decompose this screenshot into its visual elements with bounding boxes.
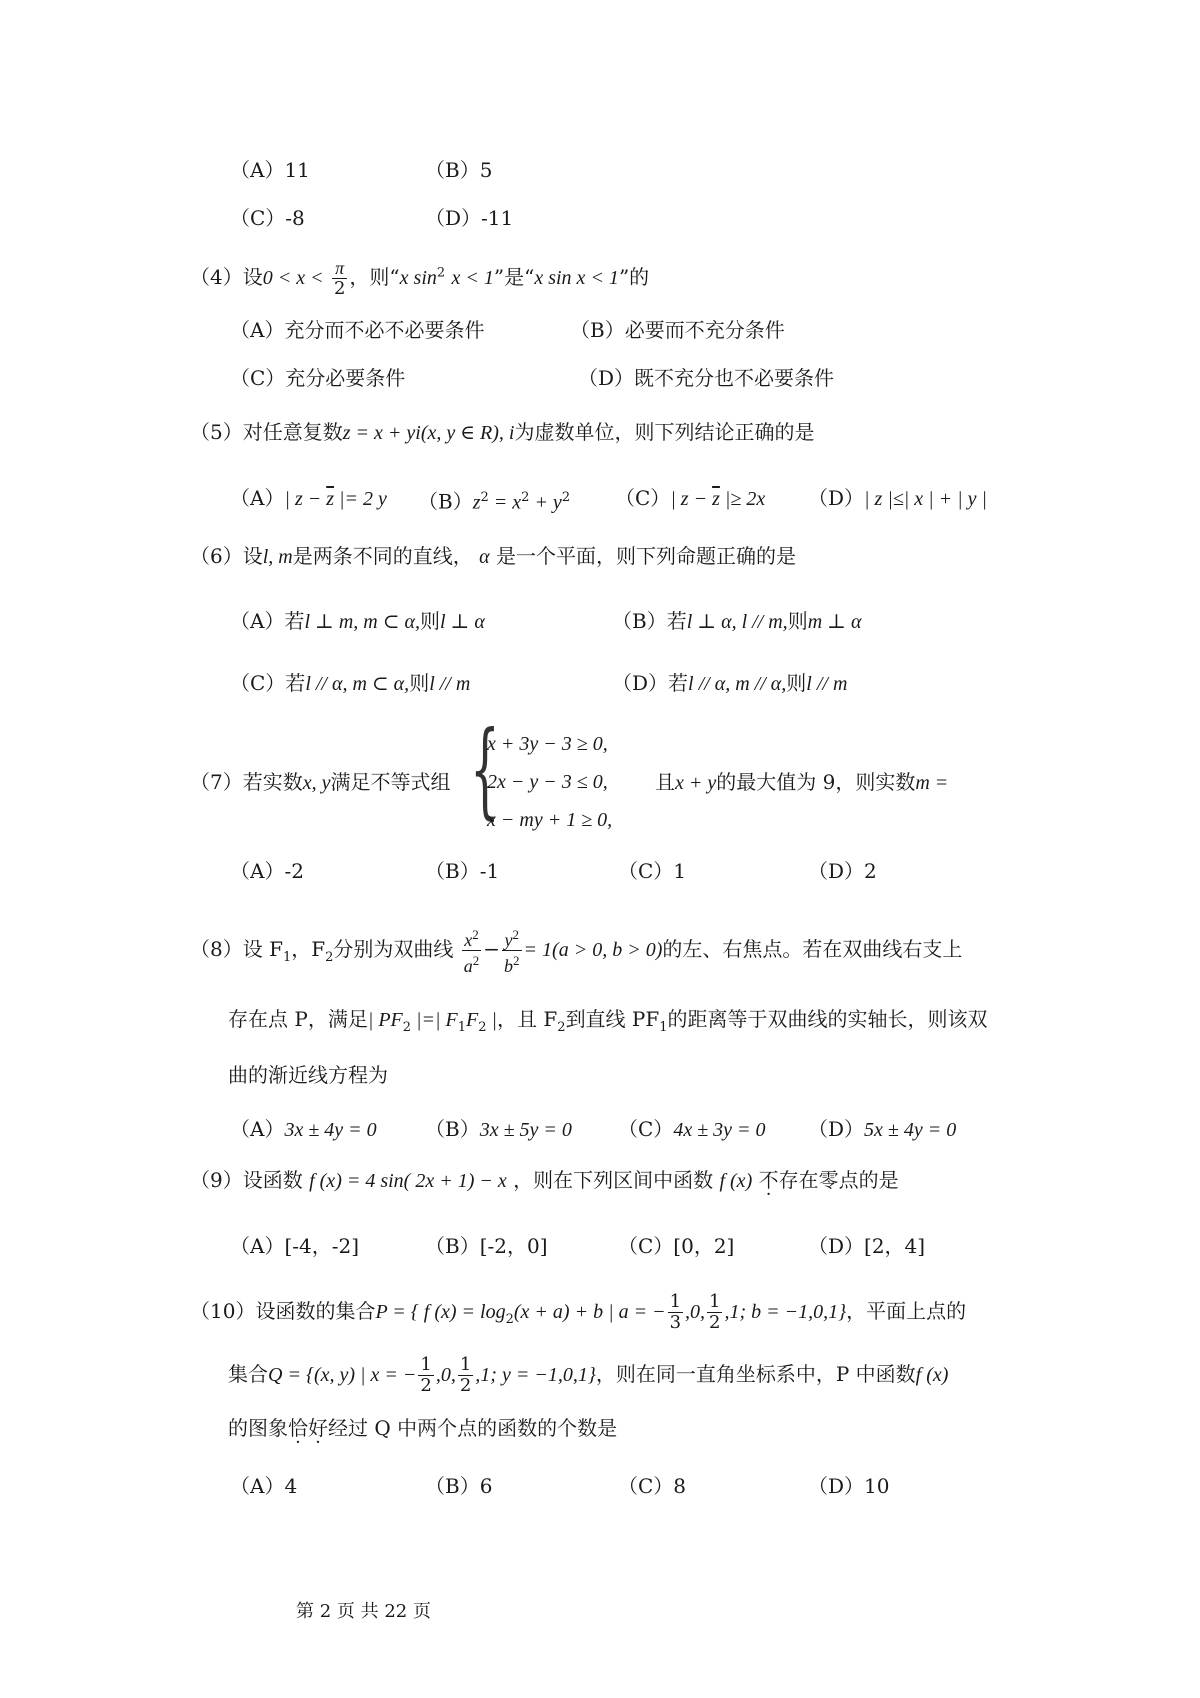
one-half-fraction: $\frac{1}{2}$: [420, 1354, 432, 1396]
y2-over-b2-fraction: $\frac{y^2}{b^2}$: [504, 927, 520, 976]
q5-stem: （5）对任意复数z = x + yi(x, y ∈ R), i为虚数单位，则下列结论正确的是: [190, 420, 815, 444]
q8-option-d: （D）5x ± 4y = 0: [808, 1117, 957, 1141]
q8-option-b: （B）3x ± 5y = 0: [425, 1117, 572, 1141]
emphasis-dot-mark: 不: [758, 1168, 779, 1192]
q5-option-d: （D）| z |≤| x | + | y |: [808, 486, 988, 510]
one-half-fraction: $\frac{1}{2}$: [709, 1291, 721, 1333]
q5-option-c: （C）| $z - \overline{z}$ |≥ 2x: [615, 486, 766, 510]
emphasis-dot-mark: 恰: [288, 1416, 308, 1440]
pi-over-2-fraction: $\frac{\pi}{2}$: [333, 258, 346, 299]
q7-stem-b: 且x + y的最大值为 9，则实数m =: [655, 770, 949, 794]
q3-option-d: （D）-11: [425, 206, 514, 230]
q8-stem-line3: 曲的渐近线方程为: [228, 1063, 388, 1087]
q10-stem-line1: （10）设函数的集合P = { f $(x) = \log_2(x + a) + b$ | a = − $\frac{1}{3}$ ,0, $\frac{1}{2}$ ,1; b = −1,0,1}，平面上点的: [190, 1291, 967, 1333]
q7-inequality-3: x − my + 1 ≥ 0,: [487, 809, 613, 831]
q5-option-a: （A）| $z - \overline{z}$ |= 2 y: [230, 486, 387, 510]
q8-option-a: （A）3x ± 4y = 0: [230, 1117, 377, 1141]
q6-option-a: （A）若l ⊥ m, m ⊂ α,则l ⊥ α: [230, 609, 485, 633]
system-brace: {: [470, 708, 500, 830]
x2-over-a2-fraction: $\frac{x^2}{a^2}$: [463, 927, 480, 976]
q5-option-b: $(B)z^2 = x^2 + y^2$: [418, 489, 571, 514]
q9-option-c: （C）[0，2]: [618, 1234, 735, 1258]
q10-option-a: （A）4: [230, 1474, 298, 1498]
q7-stem-a: （7）若实数x, y满足不等式组: [190, 770, 451, 794]
q10-option-c: （C）8: [618, 1474, 687, 1498]
q7-option-a: （A）-2: [230, 859, 304, 883]
q10-option-b: （B）6: [425, 1474, 493, 1498]
q3-option-c: （C）-8: [230, 206, 305, 230]
one-half-fraction: $\frac{1}{2}$: [459, 1354, 472, 1396]
q9-option-b: （B）[-2，0]: [425, 1234, 548, 1258]
q7-inequality-1: x + 3y − 3 ≥ 0,: [487, 733, 608, 755]
q10-stem-line2: 集合Q = {(x, y) | x = − $\frac{1}{2}$ ,0, $\frac{1}{2}$ ,1; y = −1,0,1}，则在同一直角坐标系中，P 中函数f (x): [228, 1354, 949, 1396]
q4-option-c: （C）充分必要条件: [230, 366, 406, 390]
q4-option-b: （B）必要而不充分条件: [570, 318, 785, 342]
q6-stem: （6）设l, m是两条不同的直线， α 是一个平面，则下列命题正确的是: [190, 544, 796, 568]
q4-option-d: （D）既不充分也不必要条件: [578, 366, 835, 390]
q4-stem: （4）设0 < x < $\frac{\pi}{2}$ ，则“x $\sin^2 x < 1$”是“x sin x < 1”的: [190, 258, 650, 299]
page-number-footer: 第 2 页 共 22 页: [296, 1601, 431, 1622]
q7-option-c: （C）1: [618, 859, 687, 883]
q10-option-d: （D）10: [808, 1474, 890, 1498]
q6-option-c: （C）若l // α, m ⊂ α,则l // m: [230, 671, 471, 695]
q9-option-d: （D）[2，4]: [808, 1234, 926, 1258]
q8-stem-line2: 存在点 P，满足| $PF_2$ |=| $F_1F_2$ |，且 $F_2$到直线 $PF_1$的距离等于双曲线的实轴长，则该双: [228, 1007, 988, 1035]
emphasis-dot-mark: 好: [308, 1416, 328, 1440]
q7-option-d: （D）2: [808, 859, 877, 883]
q9-option-a: （A）[-4，-2]: [230, 1234, 360, 1258]
one-third-fraction: $\frac{1}{3}$: [669, 1291, 682, 1333]
q4-option-a: （A）充分而不必不必要条件: [230, 318, 485, 342]
q7-inequality-2: 2x − y − 3 ≤ 0,: [487, 771, 608, 793]
q3-option-a: （A）11: [230, 158, 310, 182]
q6-option-d: （D）若l // α, m // α,则l // m: [612, 671, 848, 695]
q10-stem-line3: 的图象恰好经过 Q 中两个点的函数的个数是: [228, 1416, 618, 1440]
q8-stem-line1: （8）设 $F_1$，$F_2$分别为双曲线 $\frac{x^2}{a^2}$ − $\frac{y^2}{b^2}$ = 1(a > 0, b > 0)的左、右焦点。若在双曲线右支上: [190, 927, 963, 976]
q9-stem: （9）设函数 f (x) = 4 sin( 2x + 1) − x ，则在下列区间中函数 f (x) 不存在零点的是: [190, 1168, 899, 1192]
q3-option-b: （B）5: [425, 158, 493, 182]
q6-option-b: （B）若l ⊥ α, l // m,则m ⊥ α: [612, 609, 862, 633]
q7-option-b: （B）-1: [425, 859, 500, 883]
q8-option-c: （C）4x ± 3y = 0: [618, 1117, 766, 1141]
